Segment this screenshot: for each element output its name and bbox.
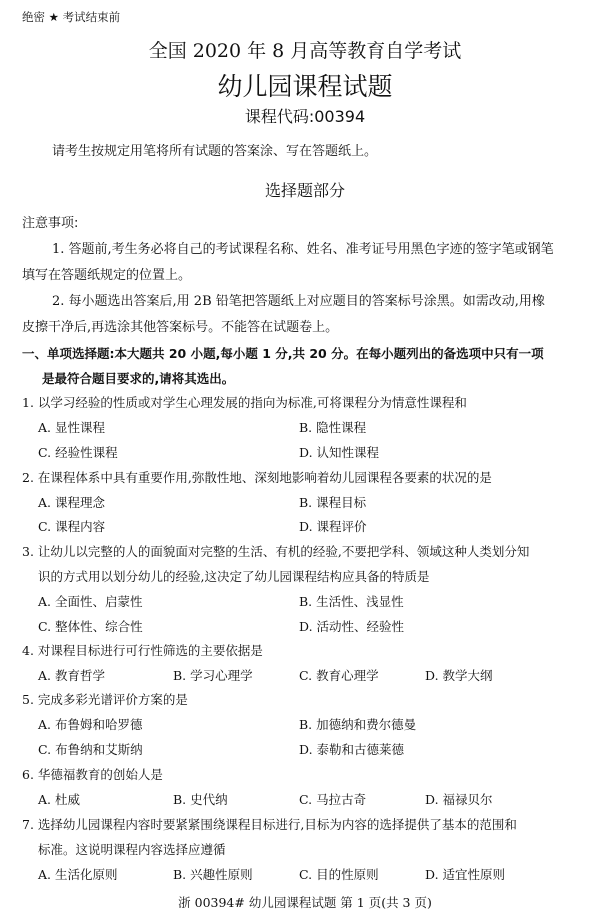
page-footer: 浙 00394# 幼儿园课程试题 第 1 页(共 3 页) [178,895,432,910]
question-4-stem: 4. 对课程目标进行可行性筛选的主要依据是 [22,643,263,658]
section-title: 选择题部分 [264,181,345,200]
question-3-option-c: C. 整体性、综合性 [38,619,143,634]
question-2-option-d: D. 课程评价 [299,519,367,534]
question-3-stem-line1: 3. 让幼儿以完整的人的面貌面对完整的生活、有机的经验,不要把学科、领域这种人类划分知 [22,544,530,559]
notes-heading: 注意事项: [22,216,79,231]
question-5-option-c: C. 布鲁纳和艾斯纳 [38,742,143,757]
question-6-stem: 6. 华德福教育的创始人是 [22,767,163,782]
question-6-option-b: B. 史代纳 [173,792,228,807]
question-2-option-c: C. 课程内容 [38,519,106,534]
question-6-option-a: A. 杜威 [38,792,80,807]
question-2-option-b: B. 课程目标 [299,495,367,510]
question-2-stem: 2. 在课程体系中具有重要作用,弥散性地、深刻地影响着幼儿园课程各要素的状况的是 [22,470,492,485]
question-3-option-d: D. 活动性、经验性 [299,619,405,634]
question-4-option-b: B. 学习心理学 [173,668,253,683]
question-2-option-a: A. 课程理念 [38,495,105,510]
question-3-stem-line2: 识的方式用以划分幼儿的经验,这决定了幼儿园课程结构应具备的特质是 [38,569,430,584]
question-3-option-a: A. 全面性、启蒙性 [38,594,143,609]
question-4-option-a: A. 教育哲学 [38,668,105,683]
question-7-option-b: B. 兴趣性原则 [173,867,253,882]
question-3-option-b: B. 生活性、浅显性 [299,594,404,609]
question-5-option-d: D. 泰勒和古德莱德 [299,742,405,757]
instruction: 请考生按规定用笔将所有试题的答案涂、写在答题纸上。 [52,144,378,159]
question-5-stem: 5. 完成多彩光谱评价方案的是 [22,692,188,707]
paper-title: 幼儿园课程试题 [217,72,393,101]
question-7-stem-line2: 标准。这说明课程内容选择应遵循 [38,842,226,857]
note-1-line1: 1. 答题前,考生务必将自己的考试课程名称、姓名、准考证号用黑色字迹的签字笔或钢笔 [52,242,554,257]
confidential-mark: 绝密 ★ 考试结束前 [22,10,121,24]
question-7-option-c: C. 目的性原则 [299,867,379,882]
question-7-option-a: A. 生活化原则 [38,867,118,882]
question-1-stem: 1. 以学习经验的性质或对学生心理发展的指向为标准,可将课程分为情意性课程和 [22,395,467,410]
question-5-option-b: B. 加德纳和费尔德曼 [299,717,417,732]
part1-heading-line1: 一、单项选择题:本大题共 20 小题,每小题 1 分,共 20 分。在每小题列出的备选项中只有一项 [22,346,544,361]
question-1-option-a: A. 显性课程 [38,420,105,435]
question-5-option-a: A. 布鲁姆和哈罗德 [38,717,143,732]
question-4-option-d: D. 教学大纲 [425,668,493,683]
exam-title: 全国 2020 年 8 月高等教育自学考试 [148,40,462,62]
question-7-option-d: D. 适宜性原则 [425,867,506,882]
question-7-stem-line1: 7. 选择幼儿园课程内容时要紧紧围绕课程目标进行,目标为内容的选择提供了基本的范围和 [22,817,517,832]
question-1-option-b: B. 隐性课程 [299,420,367,435]
question-4-option-c: C. 教育心理学 [299,668,379,683]
note-2-line1: 2. 每小题选出答案后,用 2B 铅笔把答题纸上对应题目的答案标号涂黑。如需改动,用橡 [52,294,545,309]
note-1-line2: 填写在答题纸规定的位置上。 [22,268,192,283]
note-2-line2: 皮擦干净后,再选涂其他答案标号。不能答在试题卷上。 [22,320,339,335]
question-6-option-d: D. 福禄贝尔 [425,792,493,807]
question-6-option-c: C. 马拉古奇 [299,792,367,807]
question-1-option-c: C. 经验性课程 [38,445,118,460]
course-code: 课程代码:00394 [244,107,366,126]
question-1-option-d: D. 认知性课程 [299,445,380,460]
part1-heading-line2: 是最符合题目要求的,请将其选出。 [42,371,235,386]
